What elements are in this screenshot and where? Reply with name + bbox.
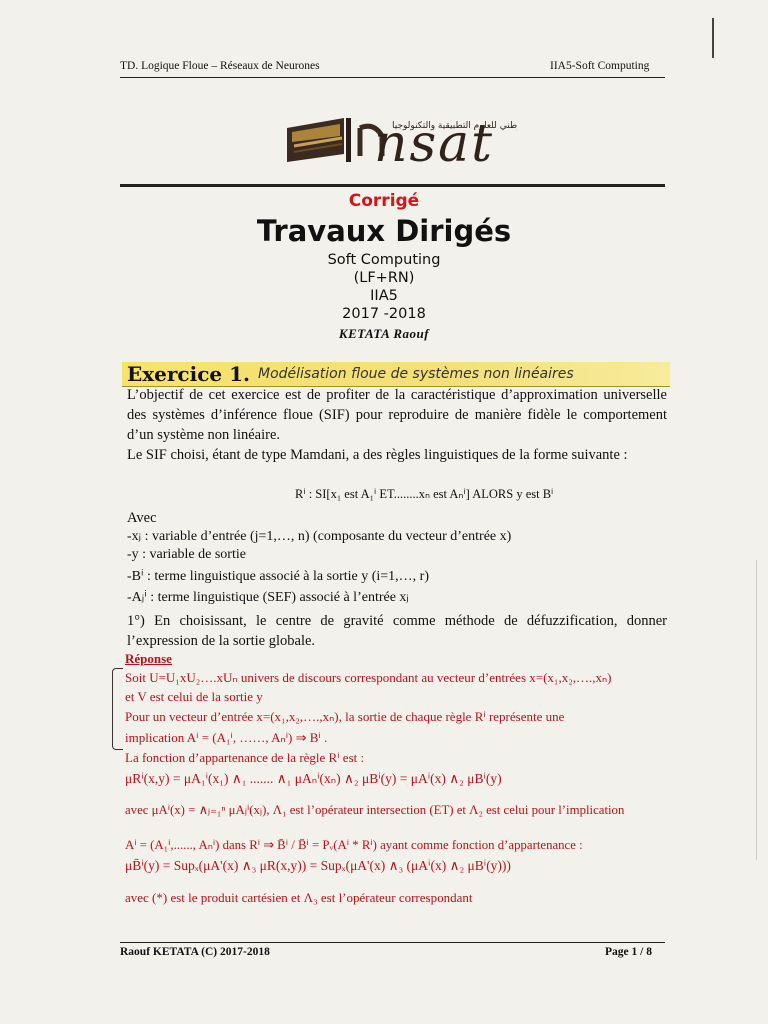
academic-year: 2017 -2018 [342,306,426,322]
footer-left: Raouf KETATA (C) 2017-2018 [120,946,270,958]
response-label: Réponse [125,651,172,666]
response-line-8: Aⁱ = (A₁ⁱ,......, Aₙⁱ) dans Rⁱ ⇒ B̄ⁱ / B̄ⁱ = Pᵥ(Aⁱ * Rⁱ) ayant comme fonction d’appartenance : [125,838,583,852]
response-line-3: Pour un vecteur d’entrée x=(x₁,x₂,….,xₙ), la sortie de chaque règle Rⁱ représente une [125,709,565,724]
modules: (LF+RN) [353,270,415,286]
footer-page-number: Page 1 / 8 [605,946,652,958]
scan-mark [712,18,714,58]
response-line-4: implication Aⁱ = (A₁ⁱ, ……, Aₙⁱ) ⇒ Bⁱ . [125,730,328,745]
header-rule [120,77,665,78]
response-line-5: La fonction d’appartenance de la règle Rⁱ est : [125,750,365,765]
definition-aij: -Aⱼⁱ : terme linguistique (SEF) associé à l’entrée xⱼ [127,590,409,605]
corrige-label: Corrigé [348,191,420,211]
response-line-2: et V est celui de la sortie y [125,689,263,704]
subject: Soft Computing [327,252,441,268]
rule-form: Rⁱ : SI[x₁ est A₁ⁱ ET........xₙ est Aₙⁱ] ALORS y est Bⁱ [295,487,554,501]
scan-edge [756,560,757,860]
question-1: 1°) En choisissant, le centre de gravité comme méthode de défuzzification, donner l’expression de la sortie globale. [127,613,667,649]
response-formula-1: μRⁱ(x,y) = μA₁ⁱ(x₁) ∧₁ ....... ∧₁ μAₙⁱ(xₙ) ∧₂ μBⁱ(y) = μAⁱ(x) ∧₂ μBⁱ(y) [125,771,502,786]
author: KETATA Raouf [338,326,430,341]
page-title: Travaux Dirigés [256,214,512,248]
definition-xj: -xⱼ : variable d’entrée (j=1,…, n) (composante du vecteur d’entrée x) [127,529,512,544]
exercise-label: Exercice 1. [127,362,250,386]
response-line-7: avec μAⁱ(x) = ∧ⱼ₌₁ⁿ μAⱼⁱ(xⱼ), Λ₁ est l’opérateur intersection (ET) et Λ₂ est celui pour l’implication [125,803,625,817]
exercise-banner [122,362,670,387]
header-right: IIA5-Soft Computing [550,60,650,72]
footer-rule [120,942,665,943]
definition-bi: -Bⁱ : terme linguistique associé à la sortie y (i=1,…, r) [127,569,429,584]
title-rule [120,184,665,187]
intro-paragraph-1: L’objectif de cet exercice est de profiter de la caractéristique d’approximation universelle des systèmes d’inférence floue (SIF) pour reproduire de manière fidèle le comportement d’un système non linéaire. [127,387,667,443]
definition-y: -y : variable de sortie [127,547,246,562]
insat-logo [282,110,517,172]
exercise-subtitle: Modélisation floue de systèmes non linéaires [258,366,574,382]
logo-arabic: طني للعلوم التطبيقية والتكنولوجيا [392,121,517,131]
intro-paragraph-2: Le SIF choisi, étant de type Mamdani, a des règles linguistiques de la forme suivante : [127,447,628,463]
avec-label: Avec [127,510,157,526]
class-name: IIA5 [370,288,398,304]
logo-word: nsat [374,114,495,174]
response-line-1: Soit U=U₁xU₂….xUₙ univers de discours correspondant au vecteur d’entrées x=(x₁,x₂,….,xₙ) [125,670,612,685]
response-line-10: avec (*) est le produit cartésien et Λ₃ est l’opérateur correspondant [125,890,473,905]
response-formula-2: μB̄ⁱ(y) = Supₓ(μA'(x) ∧₃ μR(x,y)) = Supₓ(μA'(x) ∧₃ (μAⁱ(x) ∧₂ μBⁱ(y))) [125,858,511,873]
header-left: TD. Logique Floue – Réseaux de Neurones [120,60,320,72]
handwritten-bracket [112,668,123,750]
